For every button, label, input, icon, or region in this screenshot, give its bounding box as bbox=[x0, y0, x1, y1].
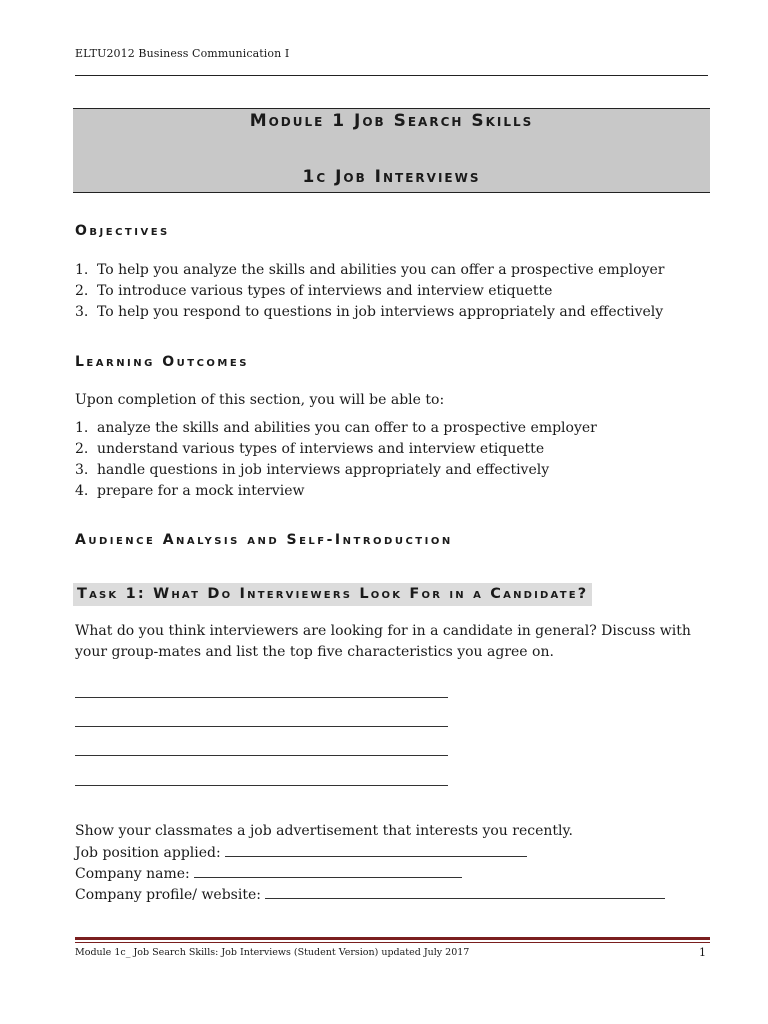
answer-line-3[interactable] bbox=[75, 755, 448, 756]
course-header: ELTU2012 Business Communication I bbox=[75, 47, 290, 60]
learning-outcomes-heading: Learning Outcomes bbox=[75, 354, 249, 370]
module-title: Module 1 Job Search Skills bbox=[249, 111, 534, 131]
company-profile-label: Company profile/ website: bbox=[75, 887, 261, 903]
learning-outcomes-list bbox=[75, 418, 715, 502]
answer-line-1[interactable] bbox=[75, 697, 448, 698]
page-number: 1 bbox=[699, 946, 706, 959]
answer-line-4[interactable] bbox=[75, 785, 448, 786]
list-item: 3. handle questions in job interviews appropriately and effectively bbox=[75, 462, 550, 478]
footer-rule-thin bbox=[75, 942, 710, 943]
task1-prompt: What do you think interviewers are looking for in a candidate in general? Discuss with your group-mates and list the top five characteristics you agree on. bbox=[75, 623, 691, 660]
list-item: 2. To introduce various types of interviews and interview etiquette bbox=[75, 283, 553, 299]
company-name-field bbox=[75, 863, 462, 885]
job-position-label: Job position applied: bbox=[75, 845, 221, 861]
footer-rule-thick bbox=[75, 937, 710, 940]
list-item: 1. analyze the skills and abilities you can offer to a prospective employer bbox=[75, 420, 597, 436]
job-position-field bbox=[75, 842, 527, 864]
list-item: 1. To help you analyze the skills and abilities you can offer a prospective employer bbox=[75, 262, 665, 278]
objectives-list bbox=[75, 260, 715, 323]
header-rule bbox=[75, 75, 708, 76]
company-name-label: Company name: bbox=[75, 866, 190, 882]
learning-outcomes-intro: Upon completion of this section, you will be able to: bbox=[75, 392, 445, 408]
module-banner bbox=[73, 108, 710, 193]
footer-text: Module 1c_ Job Search Skills: Job Interviews (Student Version) updated July 2017 bbox=[75, 947, 470, 958]
job-position-blank[interactable] bbox=[225, 842, 527, 857]
company-profile-blank[interactable] bbox=[265, 884, 665, 899]
audience-analysis-heading: Audience Analysis and Self-Introduction bbox=[75, 532, 453, 548]
task1-heading: Task 1: What Do Interviewers Look For in a Candidate? bbox=[73, 583, 592, 606]
answer-line-2[interactable] bbox=[75, 726, 448, 727]
objectives-heading: Objectives bbox=[75, 223, 170, 239]
list-item: 2. understand various types of interviews and interview etiquette bbox=[75, 441, 545, 457]
section-title: 1c Job Interviews bbox=[302, 167, 481, 187]
company-profile-field bbox=[75, 884, 665, 906]
company-name-blank[interactable] bbox=[194, 863, 462, 878]
list-item: 4. prepare for a mock interview bbox=[75, 483, 305, 499]
list-item: 3. To help you respond to questions in job interviews appropriately and effectively bbox=[75, 304, 664, 320]
task1-followup: Show your classmates a job advertisement that interests you recently. bbox=[75, 823, 573, 839]
